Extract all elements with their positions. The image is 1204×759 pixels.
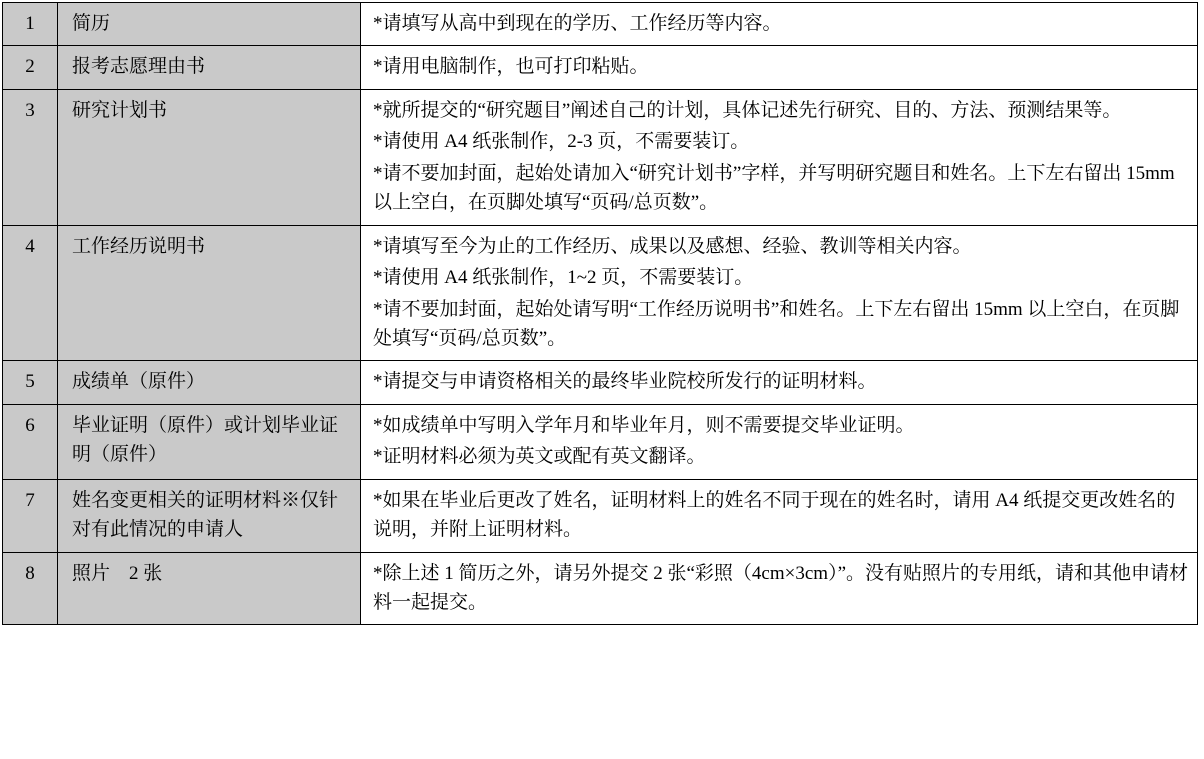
row-description [361,404,1198,479]
description-line: *除上述 1 简历之外，请另外提交 2 张“彩照（4cm×3cm）”。没有贴照片的专用纸，请和其他申请材料一起提交。 [373,562,1189,613]
row-description [361,89,1198,225]
table-row [3,89,1198,225]
row-material-name [58,552,361,625]
table-row [3,46,1198,89]
description-line: *请用电脑制作，也可打印粘贴。 [373,56,649,78]
description-line: *如成绩单中写明入学年月和毕业年月，则不需要提交毕业证明。 [373,414,915,436]
materials-table-body [3,3,1198,625]
description-line: *请使用 A4 纸张制作，1~2 页，不需要装订。 [373,267,754,289]
table-row [3,361,1198,404]
description-line: *如果在毕业后更改了姓名，证明材料上的姓名不同于现在的姓名时，请用 A4 纸提交更改姓名的说明，并附上证明材料。 [373,489,1176,541]
row-material-name-text: 姓名变更相关的证明材料※仅针对有此情况的申请人 [72,489,339,541]
row-description [361,361,1198,404]
row-number: 4 [3,225,58,361]
row-material-name [58,89,361,225]
table-row [3,479,1198,552]
row-material-name-text: 简历 [72,13,111,34]
table-row [3,552,1198,625]
description-line: *就所提交的“研究题目”阐述自己的计划，具体记述先行研究、目的、方法、预测结果等。 [373,99,1122,121]
row-material-name-text: 研究计划书 [72,99,168,121]
row-material-name-text: 成绩单（原件） [72,371,206,393]
row-material-name-text: 照片 2 张 [72,562,163,584]
table-row [3,3,1198,46]
materials-table [2,2,1198,625]
row-description [361,225,1198,361]
row-description [361,479,1198,552]
table-row [3,404,1198,479]
row-material-name-text: 报考志愿理由书 [72,56,206,78]
row-material-name [58,404,361,479]
row-description [361,552,1198,625]
description-line: *请不要加封面，起始处请加入“研究计划书”字样，并写明研究题目和姓名。上下左右留出 15mm 以上空白，在页脚处填写“页码/总页数”。 [373,162,1175,214]
description-line: *请不要加封面，起始处请写明“工作经历说明书”和姓名。上下左右留出 15mm 以上空白，在页脚处填写“页码/总页数”。 [373,298,1180,349]
description-line: *请填写至今为止的工作经历、成果以及感想、经验、教训等相关内容。 [373,235,972,257]
row-number: 5 [3,361,58,404]
description-line: *请使用 A4 纸张制作，2-3 页，不需要装订。 [373,131,750,153]
row-number: 6 [3,404,58,479]
row-number: 8 [3,552,58,625]
description-line: *请填写从高中到现在的学历、工作经历等内容。 [373,13,782,34]
row-material-name-text: 工作经历说明书 [72,235,206,257]
row-material-name [58,46,361,89]
row-material-name [58,479,361,552]
row-material-name-text: 毕业证明（原件）或计划毕业证明（原件） [72,414,339,466]
table-row [3,225,1198,361]
row-description [361,46,1198,89]
row-number: 7 [3,479,58,552]
description-line: *证明材料必须为英文或配有英文翻译。 [373,446,706,468]
row-number: 1 [3,3,58,46]
row-number: 3 [3,89,58,225]
row-number: 2 [3,46,58,89]
description-line: *请提交与申请资格相关的最终毕业院校所发行的证明材料。 [373,371,877,393]
row-material-name [58,3,361,46]
row-description [361,3,1198,46]
row-material-name [58,361,361,404]
row-material-name [58,225,361,361]
